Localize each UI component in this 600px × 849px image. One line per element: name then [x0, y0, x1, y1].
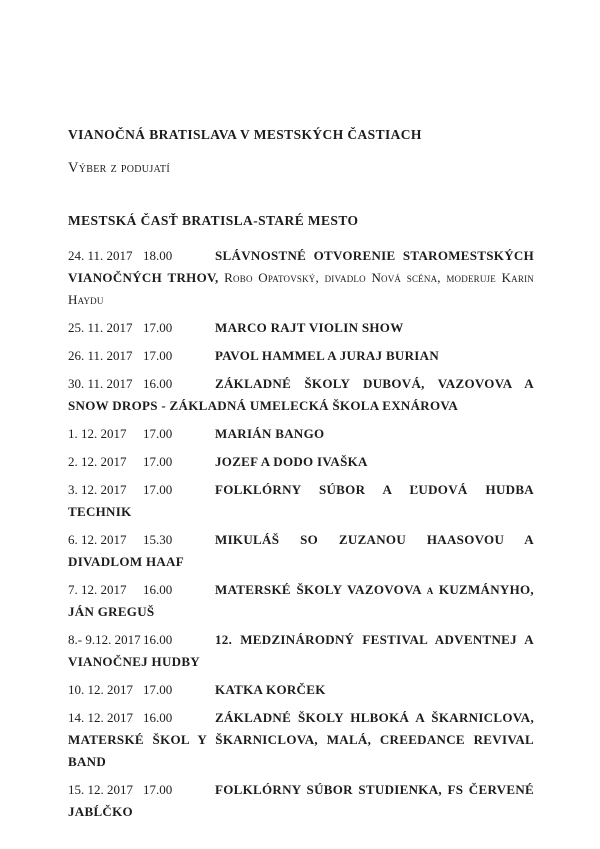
event-time: 17.00	[143, 482, 173, 497]
event-date: 15. 12. 2017	[68, 782, 133, 797]
event-description-segment: a	[426, 582, 439, 597]
event-time: 18.00	[143, 248, 173, 263]
event-date: 10. 12. 2017	[68, 682, 133, 697]
event-row	[68, 679, 534, 701]
event-row	[68, 373, 534, 417]
event-row	[68, 779, 534, 823]
event-date: 2. 12. 2017	[68, 454, 127, 469]
event-date: 8.- 9.12. 2017	[68, 632, 141, 647]
event-description-segment: ZÁKLADNÉ ŠKOLY HLBOKÁ A ŠKARNICLOVA, MATERSKÉ ŠKOL Y ŠKARNICLOVA, MALÁ, CREEDANCE REVIVAL BAND	[68, 710, 534, 769]
event-description-segment: MARCO RAJT VIOLIN SHOW	[215, 320, 404, 335]
event-time: 16.00	[143, 582, 173, 597]
event-time: 16.00	[143, 376, 173, 391]
event-time: 16.00	[143, 710, 173, 725]
event-description	[215, 320, 404, 335]
event-description-segment: 12. MEDZINÁRODNÝ FESTIVAL ADVENTNEJ A VIANOČNEJ HUDBY	[68, 632, 534, 669]
event-description-segment: JOZEF A DODO IVAŠKA	[215, 454, 368, 469]
event-description-segment: MATERSKÉ ŠKOLY VAZOVOVA	[215, 582, 427, 597]
event-row	[68, 529, 534, 573]
section-heading: MESTSKÁ ČASŤ BRATISLA-STARÉ MESTO	[68, 213, 359, 228]
event-date: 7. 12. 2017	[68, 582, 127, 597]
event-date: 26. 11. 2017	[68, 348, 133, 363]
event-time: 17.00	[143, 320, 173, 335]
event-time: 17.00	[143, 782, 173, 797]
event-row	[68, 245, 534, 311]
event-time: 17.00	[143, 454, 173, 469]
event-description	[215, 426, 324, 441]
event-time: 16.00	[143, 632, 173, 647]
event-time: 15.30	[143, 532, 173, 547]
event-date: 3. 12. 2017	[68, 482, 127, 497]
event-date: 25. 11. 2017	[68, 320, 133, 335]
event-row	[68, 317, 534, 339]
event-description-segment: KATKA KORČEK	[215, 682, 326, 697]
event-row	[68, 479, 534, 523]
event-description-segment: FOLKLÓRNY SÚBOR A ĽUDOVÁ HUDBA TECHNIK	[68, 482, 534, 519]
event-row	[68, 629, 534, 673]
event-description-segment: MIKULÁŠ SO ZUZANOU HAASOVOU A DIVADLOM HAAF	[68, 532, 534, 569]
event-description-segment: KUZMÁNYHO, JÁN GREGUŠ	[68, 582, 534, 619]
event-time: 17.00	[143, 426, 173, 441]
event-row	[68, 579, 534, 623]
event-time: 17.00	[143, 348, 173, 363]
event-description	[215, 348, 439, 363]
events-list	[68, 245, 534, 823]
event-date: 14. 12. 2017	[68, 710, 133, 725]
event-date: 30. 11. 2017	[68, 376, 133, 391]
page-subtitle: Výber z podujatí	[68, 160, 170, 176]
event-row	[68, 423, 534, 445]
page-title: VIANOČNÁ BRATISLAVA V MESTSKÝCH ČASTIACH	[68, 127, 422, 142]
event-row	[68, 707, 534, 773]
event-description-segment: FOLKLÓRNY SÚBOR STUDIENKA, FS ČERVENÉ JABĹČKO	[68, 782, 534, 819]
event-description-segment: ZÁKLADNÉ ŠKOLY DUBOVÁ, VAZOVOVA A SNOW DROPS - ZÁKLADNÁ UMELECKÁ ŠKOLA EXNÁROVA	[68, 376, 534, 413]
event-row	[68, 451, 534, 473]
event-description	[215, 682, 326, 697]
event-description	[215, 454, 368, 469]
event-time: 17.00	[143, 682, 173, 697]
event-date: 6. 12. 2017	[68, 532, 127, 547]
event-description-segment: SLÁVNOSTNÉ OTVORENIE STAROMESTSKÝCH VIANOČNÝCH TRHOV,	[68, 248, 534, 285]
event-row	[68, 345, 534, 367]
event-description-segment: Robo Opatovský, divadlo Nová scéna, moderuje Karin Haydu	[68, 270, 534, 307]
event-date: 1. 12. 2017	[68, 426, 127, 441]
event-description-segment: PAVOL HAMMEL A JURAJ BURIAN	[215, 348, 440, 363]
event-description-segment: MARIÁN BANGO	[215, 426, 325, 441]
event-date: 24. 11. 2017	[68, 248, 133, 263]
